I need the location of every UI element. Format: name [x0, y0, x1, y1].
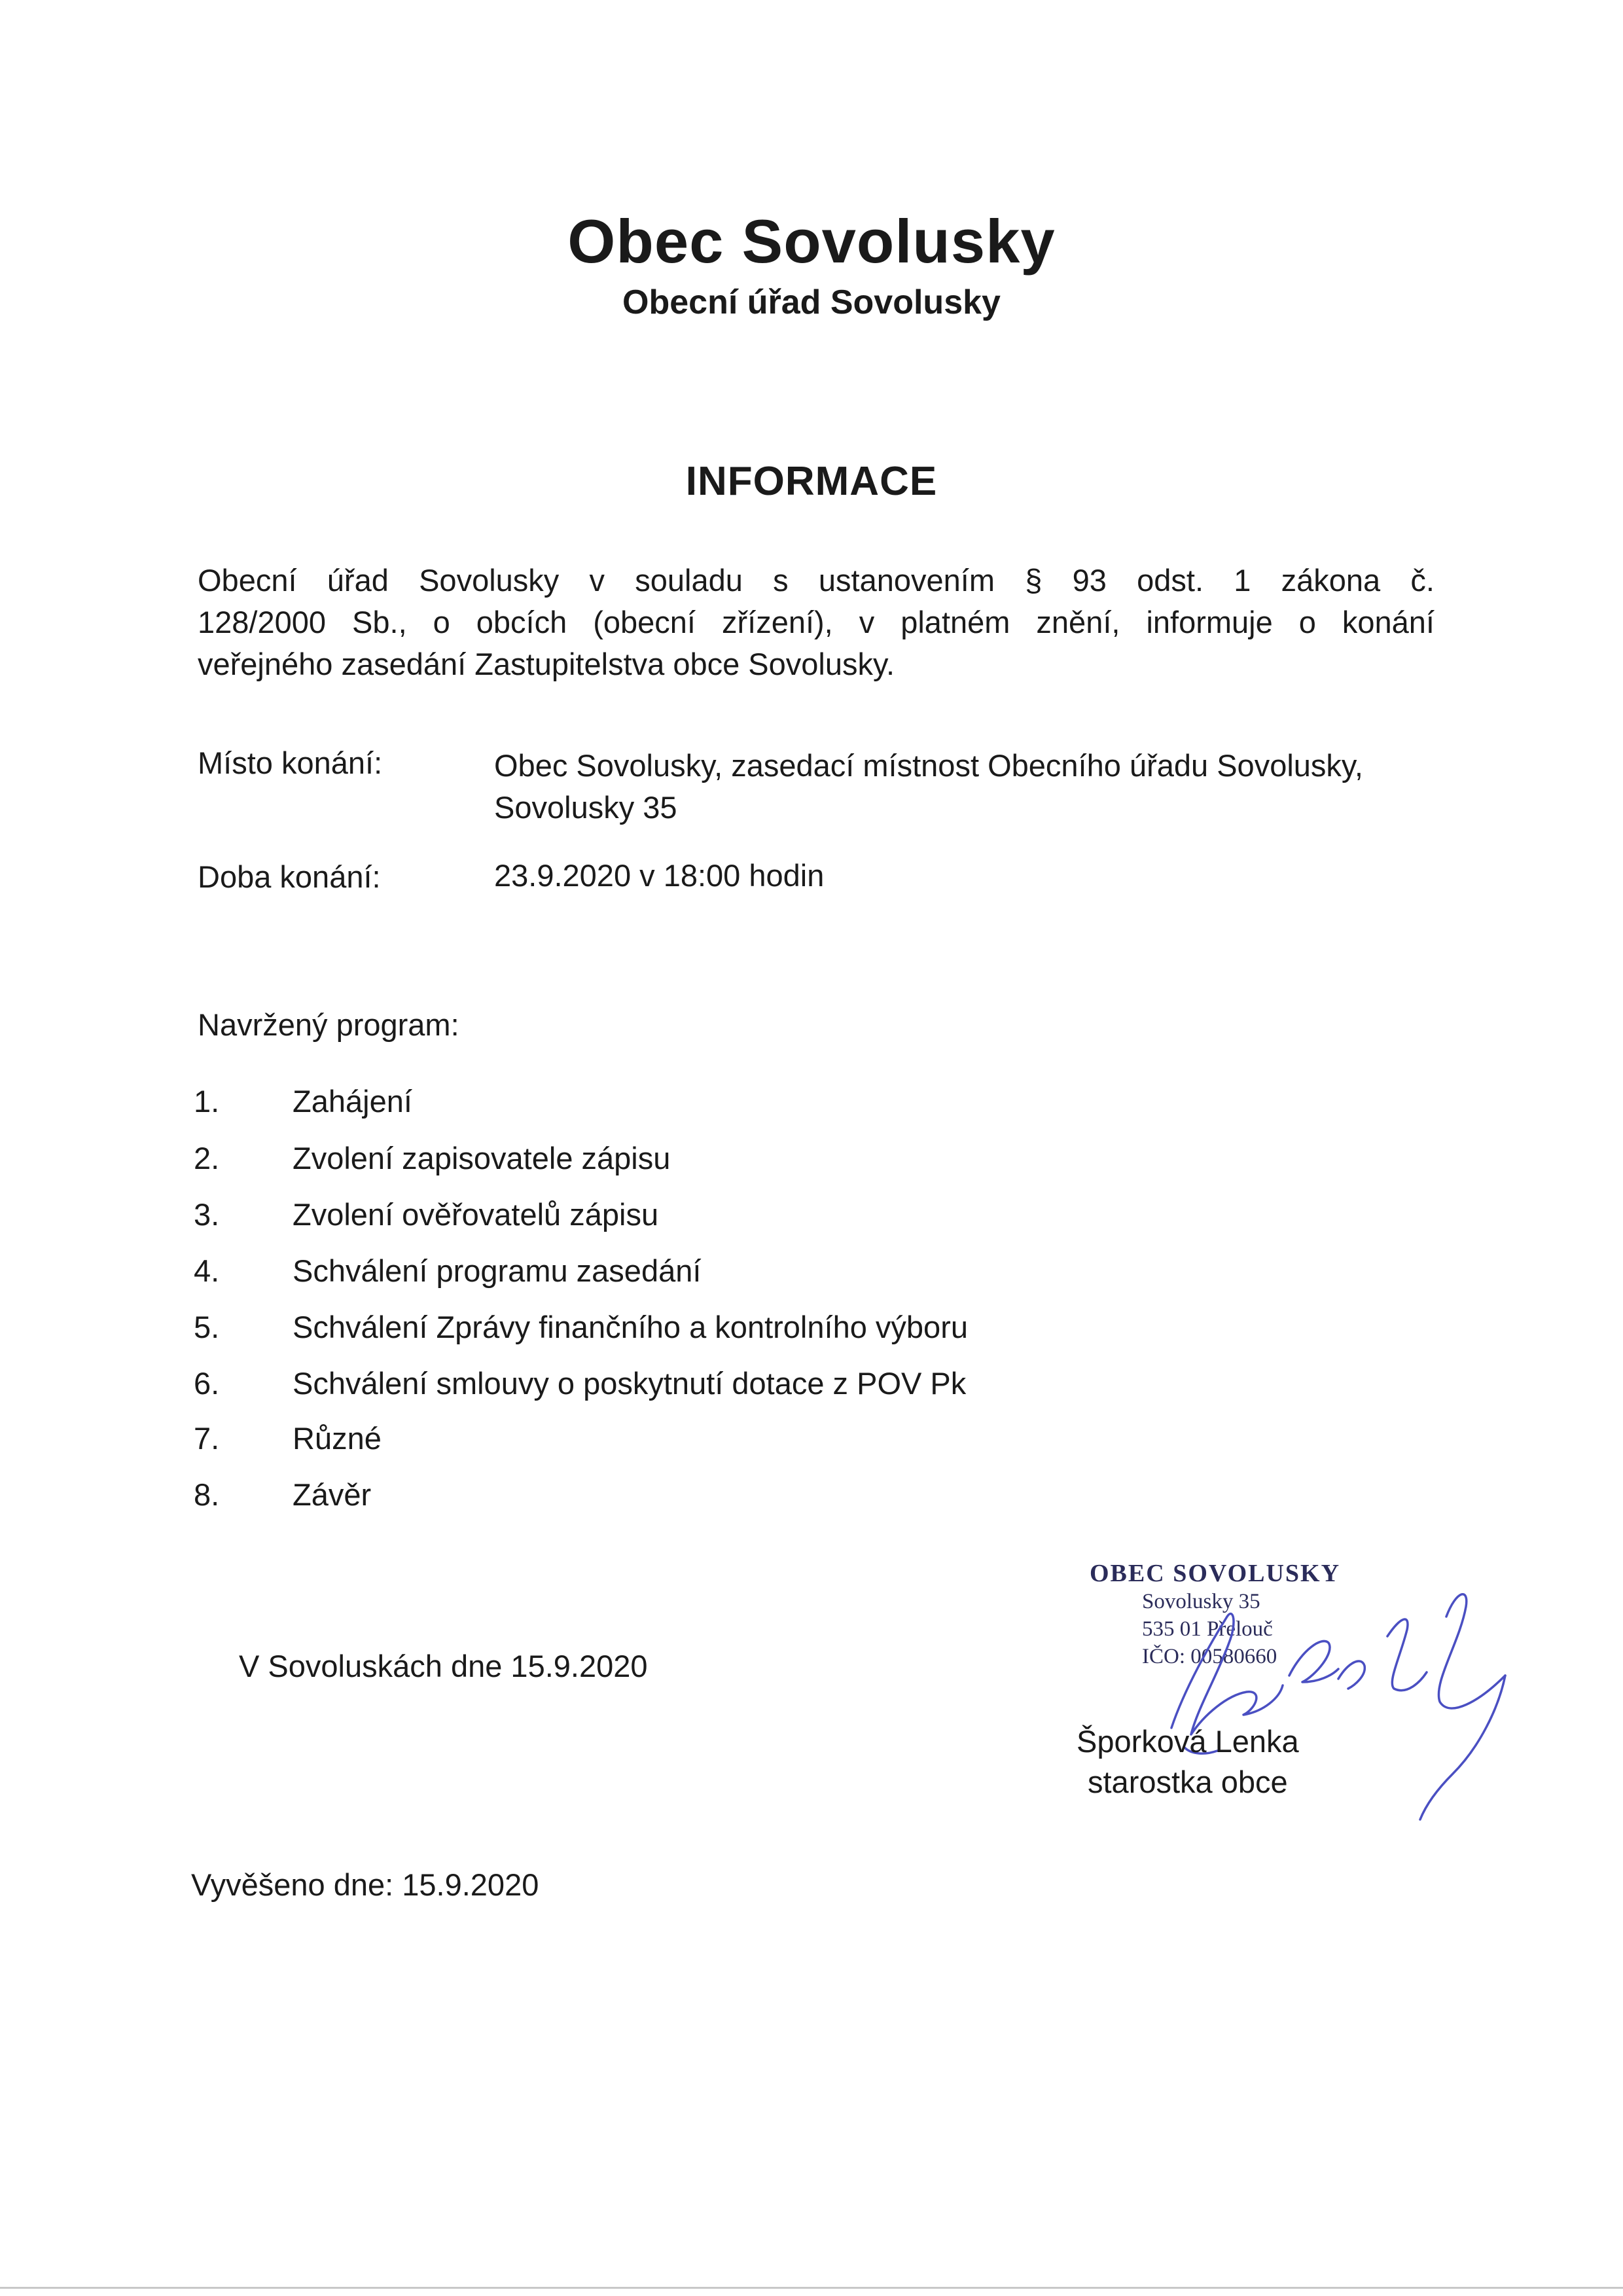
- program-heading: Navržený program:: [198, 1007, 459, 1042]
- signer-role: starostka obce: [1088, 1765, 1288, 1799]
- stamp-ico: IČO: 00580660: [1142, 1645, 1277, 1668]
- signer-block: [1077, 1721, 1299, 1803]
- signer-name: Šporková Lenka: [1077, 1724, 1299, 1759]
- stamp-name: OBEC SOVOLUSKY: [1090, 1560, 1341, 1587]
- program-item-number: 2.: [194, 1141, 220, 1175]
- program-item-number: 3.: [194, 1197, 220, 1232]
- time-label: Doba konání:: [198, 859, 381, 894]
- stamp-address: Sovolusky 35: [1142, 1590, 1260, 1613]
- intro-line-3: veřejného zasedání Zastupitelstva obce Sovolusky.: [198, 647, 895, 681]
- issue-date-line: V Sovoluskách dne 15.9.2020: [239, 1649, 648, 1683]
- stamp-postcode: 535 01 Přelouč: [1142, 1617, 1273, 1641]
- place-value-line-2: Sovolusky 35: [494, 790, 677, 825]
- program-item-number: 4.: [194, 1253, 220, 1288]
- program-item-text: Schválení smlouvy o poskytnutí dotace z POV Pk: [293, 1366, 967, 1401]
- program-item-text: Zvolení zapisovatele zápisu: [293, 1141, 671, 1175]
- place-value: [494, 745, 1363, 829]
- time-value: 23.9.2020 v 18:00 hodin: [494, 858, 825, 893]
- scan-edge-divider: [0, 2287, 1623, 2289]
- program-item-number: 6.: [194, 1366, 220, 1401]
- intro-line-2: 128/2000 Sb., o obcích (obecní zřízení), v platném znění, informuje o konání: [198, 605, 1435, 639]
- program-item-text: Schválení programu zasedání: [293, 1253, 702, 1288]
- program-item-text: Zvolení ověřovatelů zápisu: [293, 1197, 659, 1232]
- program-item-number: 5.: [194, 1310, 220, 1344]
- office-subtitle: Obecní úřad Sovolusky: [622, 283, 1001, 321]
- program-item-text: Zahájení: [293, 1084, 412, 1119]
- intro-line-1: Obecní úřad Sovolusky v souladu s ustanovením § 93 odst. 1 zákona č.: [198, 563, 1435, 598]
- program-item-number: 8.: [194, 1477, 220, 1512]
- intro-paragraph: [198, 560, 1435, 685]
- place-value-line-1: Obec Sovolusky, zasedací místnost Obecního úřadu Sovolusky,: [494, 748, 1363, 783]
- municipality-title: Obec Sovolusky: [567, 207, 1056, 276]
- program-item-text: Schválení Zprávy finančního a kontrolního výboru: [293, 1310, 968, 1344]
- document-heading: INFORMACE: [685, 459, 938, 504]
- program-item-number: 7.: [194, 1421, 220, 1456]
- program-item-number: 1.: [194, 1084, 220, 1119]
- place-label: Místo konání:: [198, 745, 383, 780]
- program-item-text: Závěr: [293, 1477, 372, 1512]
- posted-date: Vyvěšeno dne: 15.9.2020: [191, 1867, 539, 1902]
- program-item-text: Různé: [293, 1421, 382, 1456]
